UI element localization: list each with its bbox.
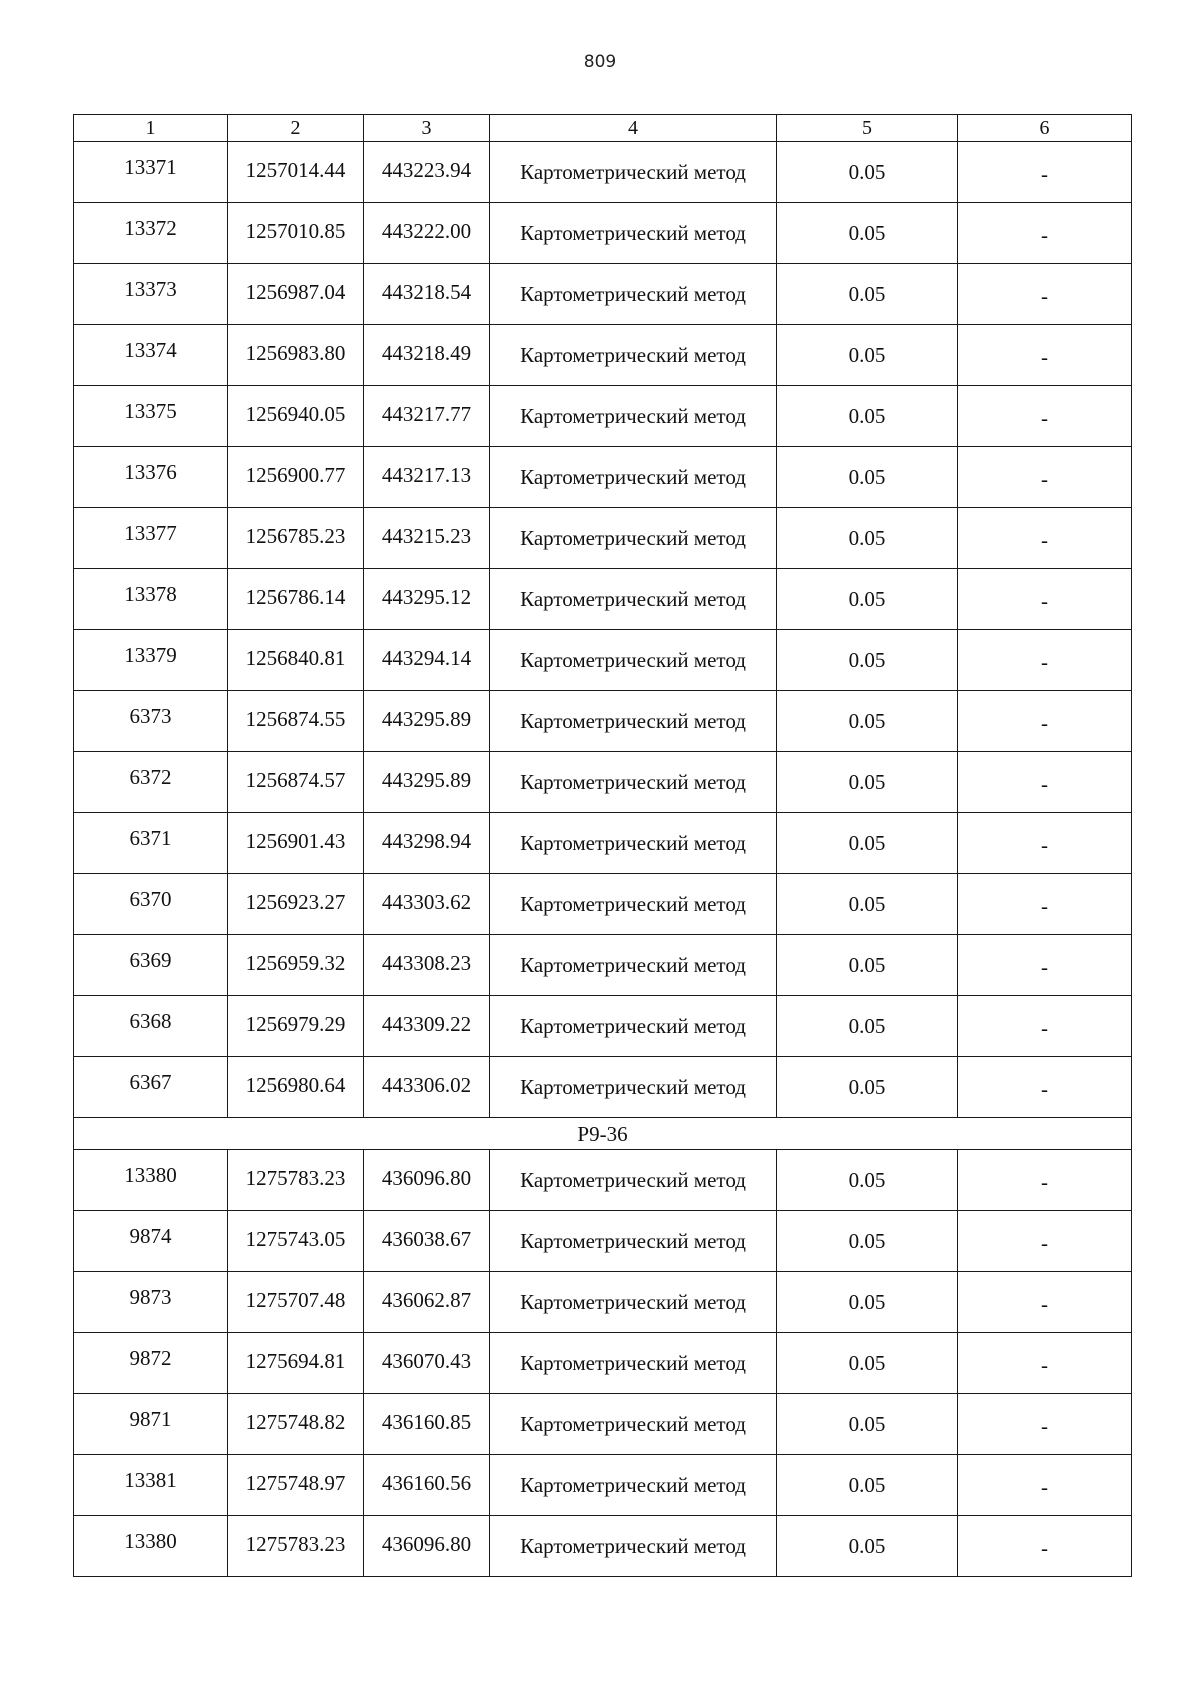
coordinates-table — [73, 114, 1132, 1577]
section-label: Р9-36 — [74, 1118, 1132, 1150]
accuracy-cell: 0.05 — [777, 813, 958, 874]
note-cell: - — [958, 508, 1132, 569]
table-row — [74, 264, 1132, 325]
point-number-cell: 13377 — [74, 508, 228, 569]
x-coordinate-cell: 1256874.55 — [228, 691, 364, 752]
y-coordinate-cell: 436070.43 — [364, 1333, 490, 1394]
note-cell: - — [958, 1211, 1132, 1272]
x-coordinate-cell: 1256900.77 — [228, 447, 364, 508]
point-number-cell: 6370 — [74, 874, 228, 935]
note-cell: - — [958, 1333, 1132, 1394]
column-header: 3 — [364, 115, 490, 142]
point-number-cell: 9872 — [74, 1333, 228, 1394]
y-coordinate-cell: 443295.89 — [364, 752, 490, 813]
table-row — [74, 1057, 1132, 1118]
y-coordinate-cell: 443215.23 — [364, 508, 490, 569]
table-row — [74, 935, 1132, 996]
table-row — [74, 569, 1132, 630]
column-header: 2 — [228, 115, 364, 142]
note-cell: - — [958, 874, 1132, 935]
accuracy-cell: 0.05 — [777, 264, 958, 325]
point-number-cell: 13376 — [74, 447, 228, 508]
point-number-cell: 6368 — [74, 996, 228, 1057]
method-cell: Картометрический метод — [490, 935, 777, 996]
point-number-cell: 6369 — [74, 935, 228, 996]
x-coordinate-cell: 1256874.57 — [228, 752, 364, 813]
y-coordinate-cell: 436096.80 — [364, 1150, 490, 1211]
point-number-cell: 13373 — [74, 264, 228, 325]
method-cell: Картометрический метод — [490, 203, 777, 264]
x-coordinate-cell: 1256940.05 — [228, 386, 364, 447]
table-row — [74, 1333, 1132, 1394]
accuracy-cell: 0.05 — [777, 1516, 958, 1577]
note-cell: - — [958, 630, 1132, 691]
method-cell: Картометрический метод — [490, 691, 777, 752]
point-number-cell: 13380 — [74, 1150, 228, 1211]
table-row — [74, 691, 1132, 752]
point-number-cell: 6367 — [74, 1057, 228, 1118]
table-row — [74, 1455, 1132, 1516]
y-coordinate-cell: 443309.22 — [364, 996, 490, 1057]
x-coordinate-cell: 1275783.23 — [228, 1150, 364, 1211]
method-cell: Картометрический метод — [490, 1272, 777, 1333]
note-cell: - — [958, 203, 1132, 264]
table-row — [74, 1516, 1132, 1577]
column-header-row — [74, 115, 1132, 142]
accuracy-cell: 0.05 — [777, 935, 958, 996]
x-coordinate-cell: 1257010.85 — [228, 203, 364, 264]
method-cell: Картометрический метод — [490, 142, 777, 203]
accuracy-cell: 0.05 — [777, 508, 958, 569]
note-cell: - — [958, 1150, 1132, 1211]
x-coordinate-cell: 1275748.97 — [228, 1455, 364, 1516]
method-cell: Картометрический метод — [490, 1211, 777, 1272]
accuracy-cell: 0.05 — [777, 325, 958, 386]
accuracy-cell: 0.05 — [777, 1455, 958, 1516]
y-coordinate-cell: 443217.13 — [364, 447, 490, 508]
column-header: 6 — [958, 115, 1132, 142]
method-cell: Картометрический метод — [490, 813, 777, 874]
note-cell: - — [958, 996, 1132, 1057]
table-row — [74, 996, 1132, 1057]
note-cell: - — [958, 569, 1132, 630]
accuracy-cell: 0.05 — [777, 386, 958, 447]
method-cell: Картометрический метод — [490, 874, 777, 935]
accuracy-cell: 0.05 — [777, 203, 958, 264]
accuracy-cell: 0.05 — [777, 752, 958, 813]
method-cell: Картометрический метод — [490, 386, 777, 447]
section-header-row — [74, 1118, 1132, 1150]
y-coordinate-cell: 443303.62 — [364, 874, 490, 935]
note-cell: - — [958, 691, 1132, 752]
point-number-cell: 6373 — [74, 691, 228, 752]
method-cell: Картометрический метод — [490, 1455, 777, 1516]
column-header: 4 — [490, 115, 777, 142]
x-coordinate-cell: 1275743.05 — [228, 1211, 364, 1272]
point-number-cell: 9871 — [74, 1394, 228, 1455]
y-coordinate-cell: 436096.80 — [364, 1516, 490, 1577]
y-coordinate-cell: 436062.87 — [364, 1272, 490, 1333]
table-row — [74, 1211, 1132, 1272]
y-coordinate-cell: 443222.00 — [364, 203, 490, 264]
y-coordinate-cell: 443218.54 — [364, 264, 490, 325]
x-coordinate-cell: 1275707.48 — [228, 1272, 364, 1333]
y-coordinate-cell: 443308.23 — [364, 935, 490, 996]
table-row — [74, 325, 1132, 386]
x-coordinate-cell: 1275694.81 — [228, 1333, 364, 1394]
point-number-cell: 9873 — [74, 1272, 228, 1333]
method-cell: Картометрический метод — [490, 996, 777, 1057]
y-coordinate-cell: 443295.89 — [364, 691, 490, 752]
y-coordinate-cell: 443295.12 — [364, 569, 490, 630]
note-cell: - — [958, 1455, 1132, 1516]
x-coordinate-cell: 1256983.80 — [228, 325, 364, 386]
method-cell: Картометрический метод — [490, 1057, 777, 1118]
table-row — [74, 1394, 1132, 1455]
table-row — [74, 752, 1132, 813]
point-number-cell: 13375 — [74, 386, 228, 447]
y-coordinate-cell: 443218.49 — [364, 325, 490, 386]
accuracy-cell: 0.05 — [777, 569, 958, 630]
column-header: 1 — [74, 115, 228, 142]
note-cell: - — [958, 1057, 1132, 1118]
note-cell: - — [958, 447, 1132, 508]
point-number-cell: 13378 — [74, 569, 228, 630]
table-row — [74, 813, 1132, 874]
method-cell: Картометрический метод — [490, 1516, 777, 1577]
table-row — [74, 447, 1132, 508]
accuracy-cell: 0.05 — [777, 1211, 958, 1272]
method-cell: Картометрический метод — [490, 1150, 777, 1211]
method-cell: Картометрический метод — [490, 630, 777, 691]
x-coordinate-cell: 1256840.81 — [228, 630, 364, 691]
accuracy-cell: 0.05 — [777, 996, 958, 1057]
y-coordinate-cell: 443294.14 — [364, 630, 490, 691]
accuracy-cell: 0.05 — [777, 447, 958, 508]
method-cell: Картометрический метод — [490, 508, 777, 569]
accuracy-cell: 0.05 — [777, 874, 958, 935]
note-cell: - — [958, 1516, 1132, 1577]
note-cell: - — [958, 1394, 1132, 1455]
note-cell: - — [958, 325, 1132, 386]
y-coordinate-cell: 436160.56 — [364, 1455, 490, 1516]
x-coordinate-cell: 1256786.14 — [228, 569, 364, 630]
x-coordinate-cell: 1275783.23 — [228, 1516, 364, 1577]
accuracy-cell: 0.05 — [777, 1394, 958, 1455]
page-number: 809 — [583, 52, 617, 72]
note-cell: - — [958, 813, 1132, 874]
accuracy-cell: 0.05 — [777, 142, 958, 203]
table-row — [74, 1272, 1132, 1333]
accuracy-cell: 0.05 — [777, 1150, 958, 1211]
method-cell: Картометрический метод — [490, 1333, 777, 1394]
method-cell: Картометрический метод — [490, 325, 777, 386]
y-coordinate-cell: 443217.77 — [364, 386, 490, 447]
method-cell: Картометрический метод — [490, 752, 777, 813]
note-cell: - — [958, 752, 1132, 813]
y-coordinate-cell: 443306.02 — [364, 1057, 490, 1118]
accuracy-cell: 0.05 — [777, 691, 958, 752]
method-cell: Картометрический метод — [490, 447, 777, 508]
x-coordinate-cell: 1257014.44 — [228, 142, 364, 203]
method-cell: Картометрический метод — [490, 1394, 777, 1455]
point-number-cell: 6371 — [74, 813, 228, 874]
point-number-cell: 13381 — [74, 1455, 228, 1516]
point-number-cell: 9874 — [74, 1211, 228, 1272]
y-coordinate-cell: 436038.67 — [364, 1211, 490, 1272]
table-row — [74, 874, 1132, 935]
x-coordinate-cell: 1256987.04 — [228, 264, 364, 325]
table-row — [74, 203, 1132, 264]
note-cell: - — [958, 935, 1132, 996]
x-coordinate-cell: 1256923.27 — [228, 874, 364, 935]
y-coordinate-cell: 443298.94 — [364, 813, 490, 874]
x-coordinate-cell: 1256959.32 — [228, 935, 364, 996]
point-number-cell: 13379 — [74, 630, 228, 691]
accuracy-cell: 0.05 — [777, 1333, 958, 1394]
accuracy-cell: 0.05 — [777, 630, 958, 691]
method-cell: Картометрический метод — [490, 569, 777, 630]
x-coordinate-cell: 1256979.29 — [228, 996, 364, 1057]
note-cell: - — [958, 264, 1132, 325]
table-row — [74, 142, 1132, 203]
note-cell: - — [958, 386, 1132, 447]
table-body — [74, 142, 1132, 1577]
x-coordinate-cell: 1256980.64 — [228, 1057, 364, 1118]
table-row — [74, 508, 1132, 569]
point-number-cell: 13371 — [74, 142, 228, 203]
table-row — [74, 630, 1132, 691]
point-number-cell: 13372 — [74, 203, 228, 264]
accuracy-cell: 0.05 — [777, 1272, 958, 1333]
y-coordinate-cell: 443223.94 — [364, 142, 490, 203]
y-coordinate-cell: 436160.85 — [364, 1394, 490, 1455]
method-cell: Картометрический метод — [490, 264, 777, 325]
column-header: 5 — [777, 115, 958, 142]
accuracy-cell: 0.05 — [777, 1057, 958, 1118]
x-coordinate-cell: 1275748.82 — [228, 1394, 364, 1455]
table-row — [74, 1150, 1132, 1211]
point-number-cell: 6372 — [74, 752, 228, 813]
x-coordinate-cell: 1256901.43 — [228, 813, 364, 874]
table-row — [74, 386, 1132, 447]
note-cell: - — [958, 142, 1132, 203]
point-number-cell: 13374 — [74, 325, 228, 386]
point-number-cell: 13380 — [74, 1516, 228, 1577]
x-coordinate-cell: 1256785.23 — [228, 508, 364, 569]
note-cell: - — [958, 1272, 1132, 1333]
